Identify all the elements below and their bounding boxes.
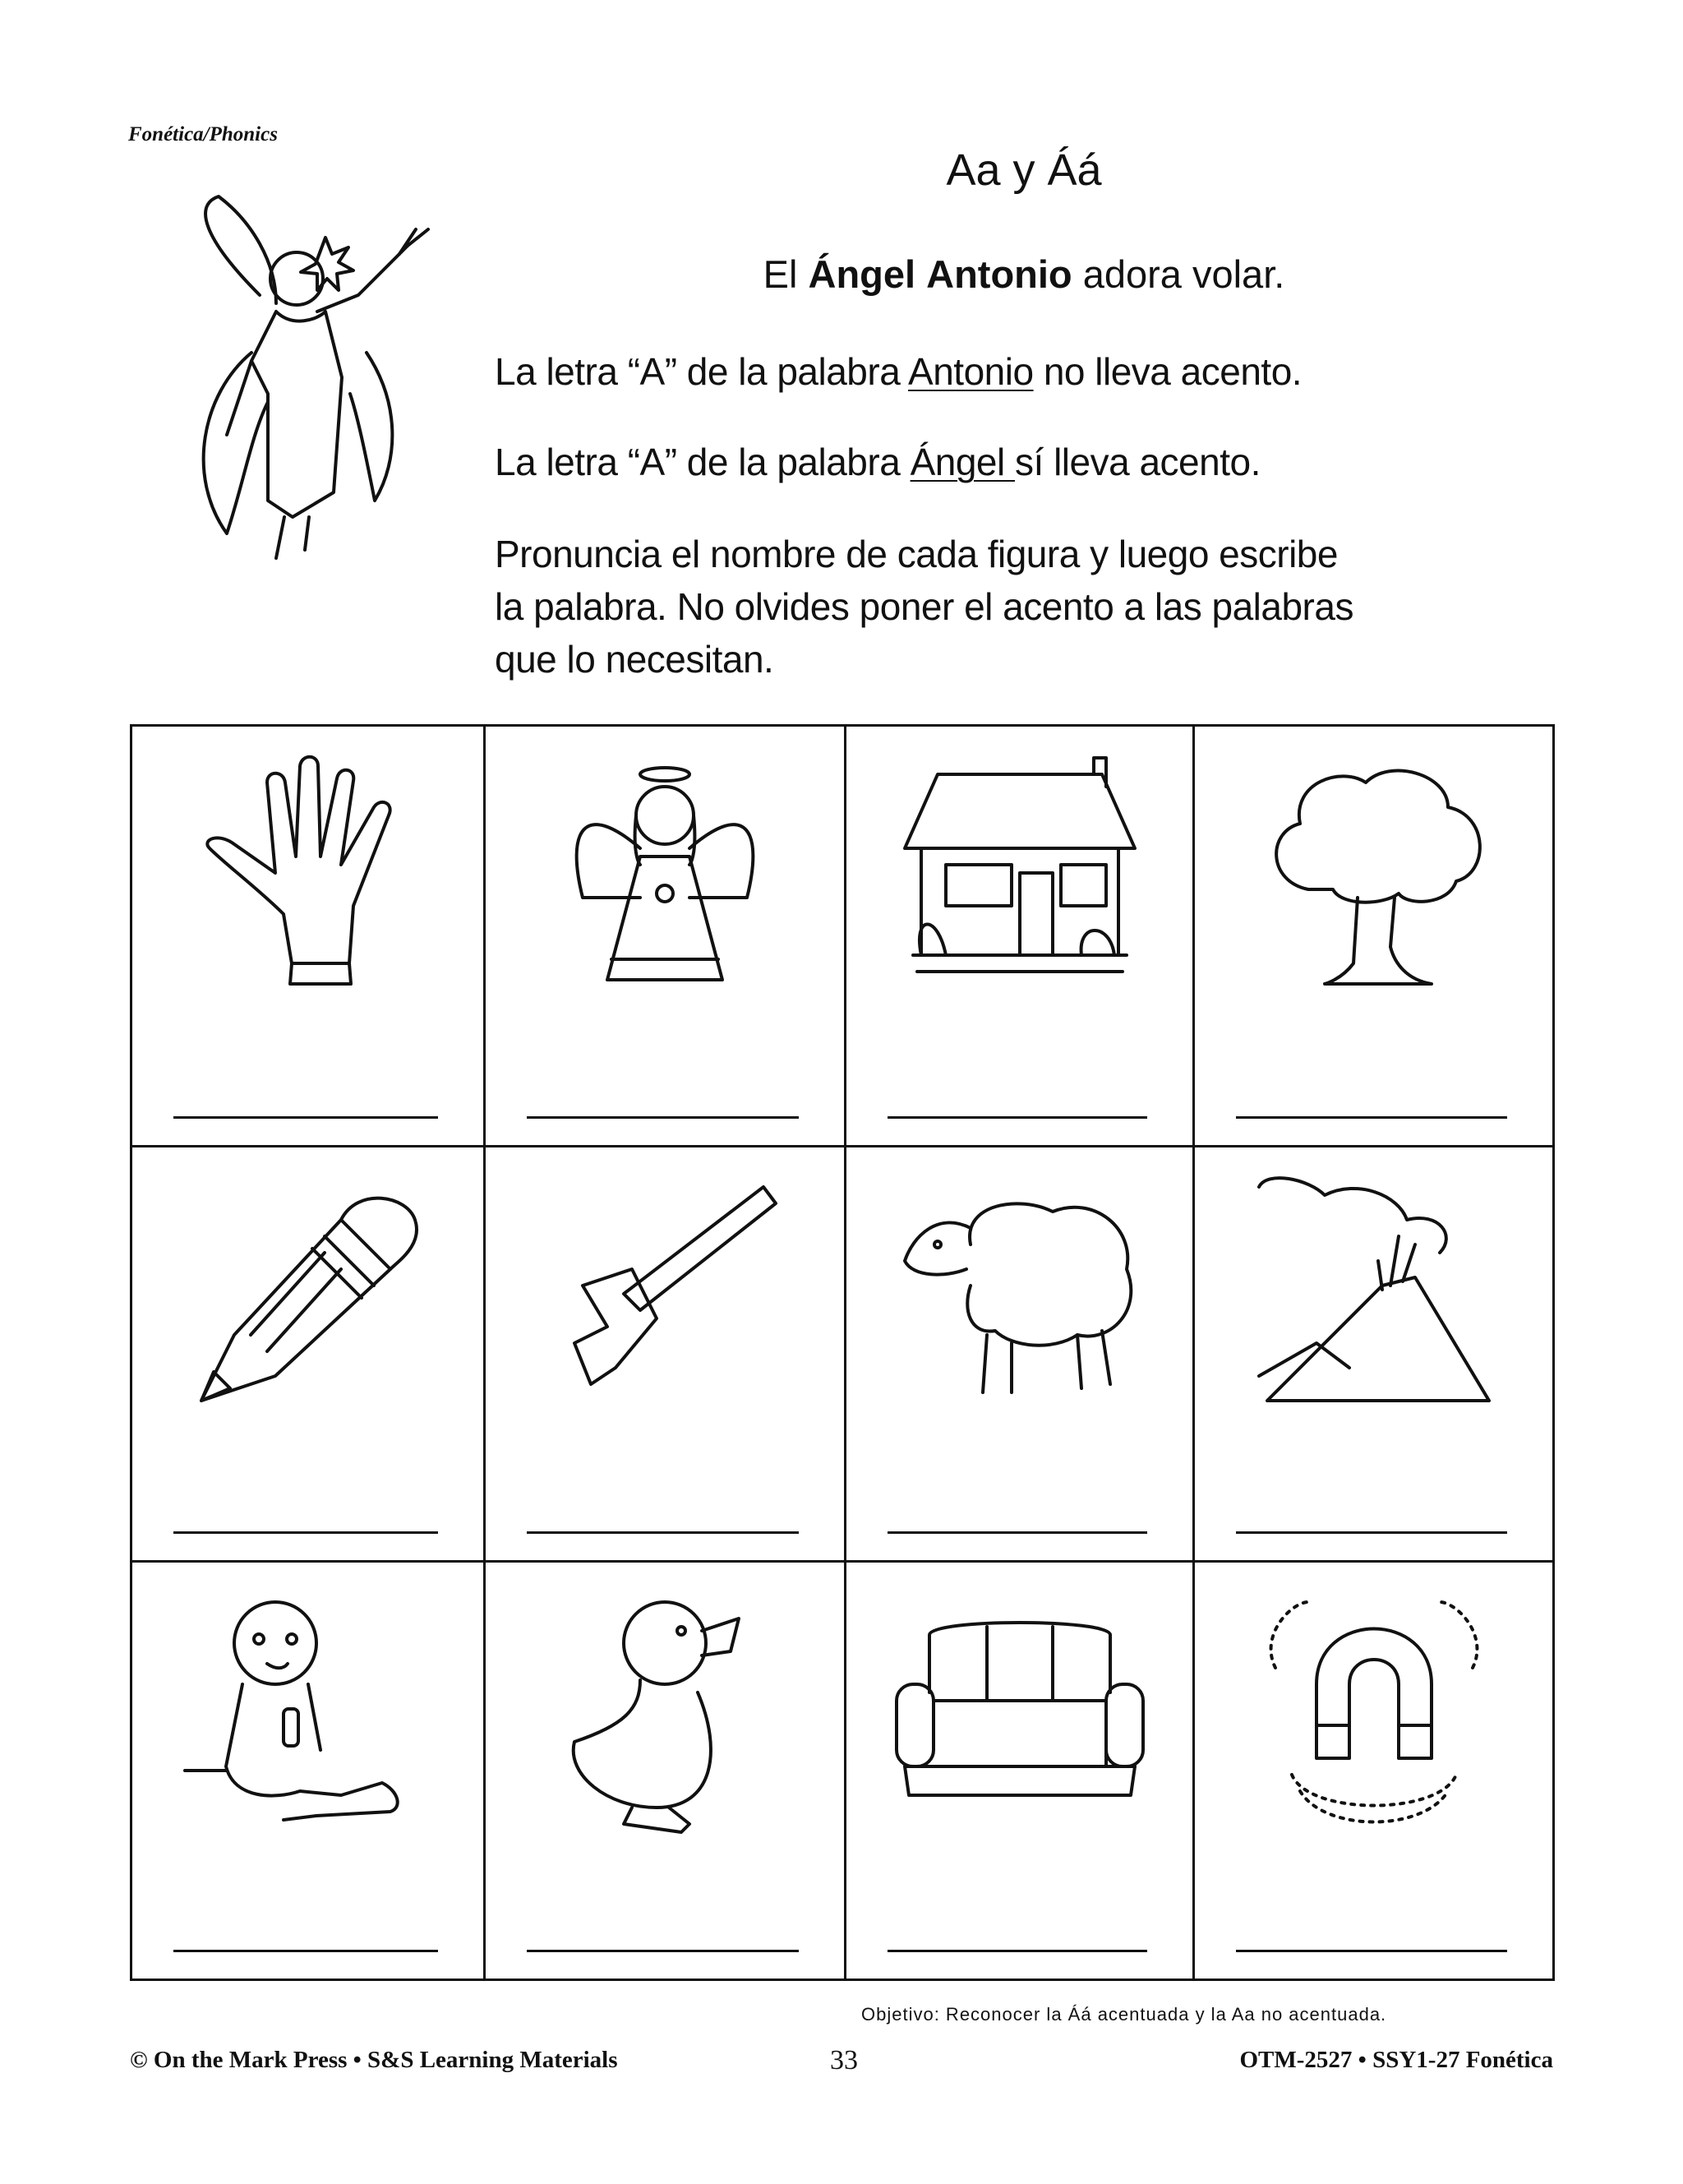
section-label: Fonética/Phonics: [128, 123, 278, 145]
house-icon: [888, 750, 1151, 1013]
rule-no-accent: [495, 345, 1302, 398]
answer-line[interactable]: [527, 1116, 799, 1119]
cell-angel: [486, 727, 846, 1147]
rule-text: La letra “A” de la palabra: [495, 350, 909, 393]
page-number: 33: [830, 2045, 858, 2075]
answer-line[interactable]: [1236, 1531, 1507, 1534]
sentence-word-angel: Ángel: [808, 252, 916, 296]
cell-volcano: [1195, 1147, 1552, 1563]
answer-line[interactable]: [888, 1116, 1147, 1119]
answer-line[interactable]: [888, 1531, 1147, 1534]
footer-product-code: OTM-2527 • SSY1-27 Fonética: [1239, 2047, 1553, 2073]
cell-house: [846, 727, 1195, 1147]
cell-baby: [132, 1563, 486, 1979]
answer-line[interactable]: [527, 1531, 799, 1534]
answer-line[interactable]: [173, 1116, 438, 1119]
hand-icon: [177, 750, 440, 1013]
tree-icon: [1243, 750, 1505, 1013]
volcano-icon: [1243, 1170, 1505, 1434]
duck-icon: [533, 1586, 796, 1849]
sentence-text: El: [763, 252, 809, 296]
rule-word: Ángel: [910, 441, 1016, 483]
cell-magnet: [1195, 1563, 1552, 1979]
sentence-word-antonio: Antonio: [926, 252, 1072, 296]
picture-word-grid: [130, 724, 1555, 1981]
cell-pencil: [132, 1147, 486, 1563]
answer-line[interactable]: [173, 1531, 438, 1534]
objective-text: Objetivo: Reconocer la Áá acentuada y la Aa no acentuada.: [861, 2004, 1387, 2025]
example-sentence: [0, 252, 1683, 297]
rule-text: sí lleva acento.: [1015, 441, 1261, 483]
instruction-line: que lo necesitan.: [495, 638, 774, 681]
answer-line[interactable]: [1236, 1950, 1507, 1952]
answer-line[interactable]: [527, 1950, 799, 1952]
rule-text: no lleva acento.: [1033, 350, 1303, 393]
pencil-icon: [177, 1170, 440, 1434]
instructions: [495, 528, 1353, 686]
cell-tree: [1195, 727, 1552, 1147]
answer-line[interactable]: [888, 1950, 1147, 1952]
angel-icon: [533, 750, 796, 1013]
answer-line[interactable]: [173, 1950, 438, 1952]
instruction-line: la palabra. No olvides poner el acento a las palabras: [495, 585, 1353, 628]
instruction-line: Pronuncia el nombre de cada figura y luego escribe: [495, 533, 1338, 575]
cell-axe: [486, 1147, 846, 1563]
footer-publisher: © On the Mark Press • S&S Learning Materials: [130, 2047, 618, 2073]
cell-sofa: [846, 1563, 1195, 1979]
sofa-icon: [888, 1586, 1151, 1849]
magnet-icon: [1243, 1586, 1505, 1849]
rule-accent: [495, 436, 1261, 488]
sheep-icon: [888, 1170, 1151, 1434]
flying-angel-illustration: [153, 188, 465, 575]
page-title: Aa y Áá: [946, 145, 1102, 195]
cell-sheep: [846, 1147, 1195, 1563]
cell-hand: [132, 727, 486, 1147]
sentence-text: [915, 252, 926, 296]
answer-line[interactable]: [1236, 1116, 1507, 1119]
baby-icon: [177, 1586, 440, 1849]
rule-text: La letra “A” de la palabra: [495, 441, 911, 483]
sentence-text: adora volar.: [1072, 252, 1285, 296]
cell-duck: [486, 1563, 846, 1979]
axe-icon: [533, 1170, 796, 1434]
rule-word: Antonio: [908, 350, 1034, 393]
